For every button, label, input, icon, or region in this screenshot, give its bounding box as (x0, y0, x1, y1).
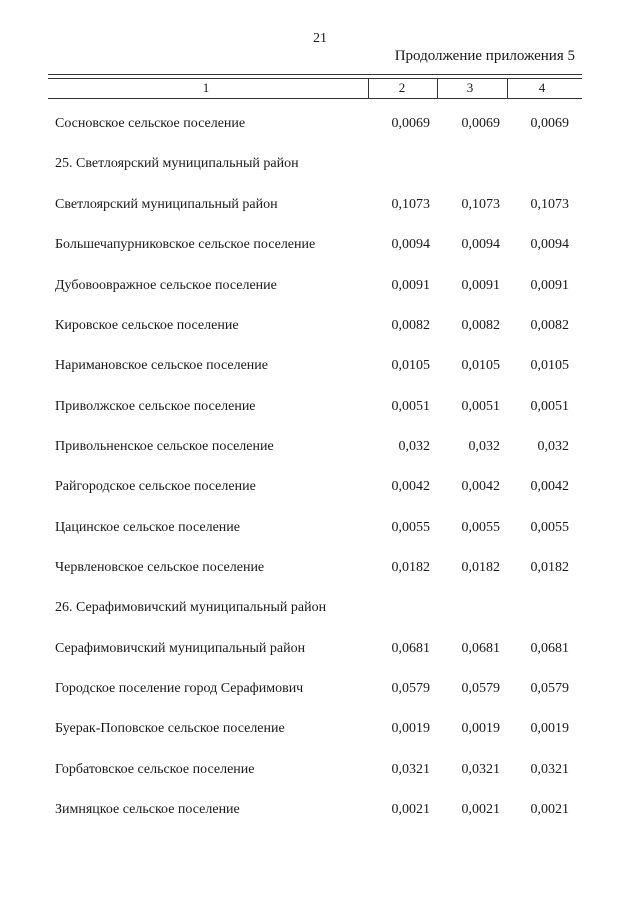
continuation-label: Продолжение приложения 5 (394, 48, 575, 64)
row-value-col4: 0,0082 (530, 318, 569, 333)
row-value-col4: 0,0681 (530, 641, 569, 656)
table-row (0, 520, 640, 542)
row-value-col3: 0,0681 (461, 641, 500, 656)
row-name: Райгородское сельское поселение (55, 479, 256, 494)
table-row (0, 560, 640, 582)
row-value-col3: 0,0042 (461, 479, 500, 494)
column-separator (507, 78, 508, 98)
column-number-3: 3 (466, 80, 474, 95)
row-name: Серафимовичский муниципальный район (55, 641, 306, 656)
row-name: Дубовоовражное сельское поселение (55, 278, 277, 293)
section-heading: 26. Серафимовичский муниципальный район (55, 600, 327, 615)
row-value-col2: 0,0082 (391, 318, 430, 333)
row-value-col4: 0,0105 (530, 358, 569, 373)
row-value-col3: 0,0321 (461, 762, 500, 777)
row-name: Светлоярский муниципальный район (55, 197, 278, 212)
row-value-col2: 0,032 (398, 439, 430, 454)
row-value-col4: 0,032 (537, 439, 569, 454)
row-name: Червленовское сельское поселение (55, 560, 265, 575)
row-value-col4: 0,0094 (530, 237, 569, 252)
row-name: Буерак-Поповское сельское поселение (55, 721, 285, 736)
row-name: Горбатовское сельское поселение (55, 762, 255, 777)
column-separator (437, 78, 438, 98)
row-value-col3: 0,0021 (461, 802, 500, 817)
row-value-col4: 0,0182 (530, 560, 569, 575)
table-row (0, 721, 640, 743)
row-value-col3: 0,0055 (461, 520, 500, 535)
table-row (0, 197, 640, 219)
row-value-col3: 0,0579 (461, 681, 500, 696)
table-row (0, 641, 640, 663)
table-row (0, 116, 640, 138)
row-name: Кировское сельское поселение (55, 318, 239, 333)
row-value-col4: 0,0051 (530, 399, 569, 414)
row-name: Привольненское сельское поселение (55, 439, 274, 454)
header-rule-bottom (48, 98, 582, 99)
table-row (0, 762, 640, 784)
column-number-1: 1 (202, 80, 210, 95)
row-name: Сосновское сельское поселение (55, 116, 246, 131)
table-row (0, 278, 640, 300)
table-row (0, 237, 640, 259)
row-value-col4: 0,0055 (530, 520, 569, 535)
row-value-col2: 0,0182 (391, 560, 430, 575)
row-value-col2: 0,1073 (391, 197, 430, 212)
table-row (0, 358, 640, 380)
table-row (0, 399, 640, 421)
row-value-col2: 0,0091 (391, 278, 430, 293)
column-number-2: 2 (398, 80, 406, 95)
row-value-col2: 0,0105 (391, 358, 430, 373)
row-name: Городское поселение город Серафимович (55, 681, 304, 696)
row-value-col2: 0,0069 (391, 116, 430, 131)
table-row (0, 479, 640, 501)
row-value-col4: 0,1073 (530, 197, 569, 212)
row-value-col3: 0,0069 (461, 116, 500, 131)
row-value-col4: 0,0091 (530, 278, 569, 293)
row-value-col3: 0,0051 (461, 399, 500, 414)
row-value-col2: 0,0019 (391, 721, 430, 736)
row-name: Большечапурниковское сельское поселение (55, 237, 316, 252)
row-value-col4: 0,0021 (530, 802, 569, 817)
row-name: Цацинское сельское поселение (55, 520, 240, 535)
row-value-col3: 0,032 (468, 439, 500, 454)
row-value-col4: 0,0321 (530, 762, 569, 777)
row-name: Наримановское сельское поселение (55, 358, 269, 373)
header-rule-top (48, 74, 582, 75)
row-value-col2: 0,0681 (391, 641, 430, 656)
row-value-col3: 0,0182 (461, 560, 500, 575)
row-value-col4: 0,0042 (530, 479, 569, 494)
row-value-col2: 0,0055 (391, 520, 430, 535)
row-value-col2: 0,0042 (391, 479, 430, 494)
row-value-col4: 0,0069 (530, 116, 569, 131)
row-value-col4: 0,0579 (530, 681, 569, 696)
row-value-col3: 0,0091 (461, 278, 500, 293)
row-value-col3: 0,0094 (461, 237, 500, 252)
row-value-col3: 0,0019 (461, 721, 500, 736)
column-number-4: 4 (538, 80, 546, 95)
row-value-col2: 0,0051 (391, 399, 430, 414)
row-value-col2: 0,0021 (391, 802, 430, 817)
table-row (0, 318, 640, 340)
row-value-col2: 0,0321 (391, 762, 430, 777)
page-number: 21 (313, 31, 327, 46)
row-name: Приволжское сельское поселение (55, 399, 256, 414)
row-value-col2: 0,0094 (391, 237, 430, 252)
column-separator (368, 78, 369, 98)
row-value-col3: 0,0082 (461, 318, 500, 333)
section-heading-row (0, 156, 640, 178)
table-row (0, 439, 640, 461)
row-value-col3: 0,1073 (461, 197, 500, 212)
section-heading-row (0, 600, 640, 622)
table-row (0, 681, 640, 703)
row-value-col3: 0,0105 (461, 358, 500, 373)
row-value-col4: 0,0019 (530, 721, 569, 736)
row-name: Зимняцкое сельское поселение (55, 802, 240, 817)
table-row (0, 802, 640, 824)
header-rule-mid (48, 78, 582, 79)
row-value-col2: 0,0579 (391, 681, 430, 696)
section-heading: 25. Светлоярский муниципальный район (55, 156, 299, 171)
